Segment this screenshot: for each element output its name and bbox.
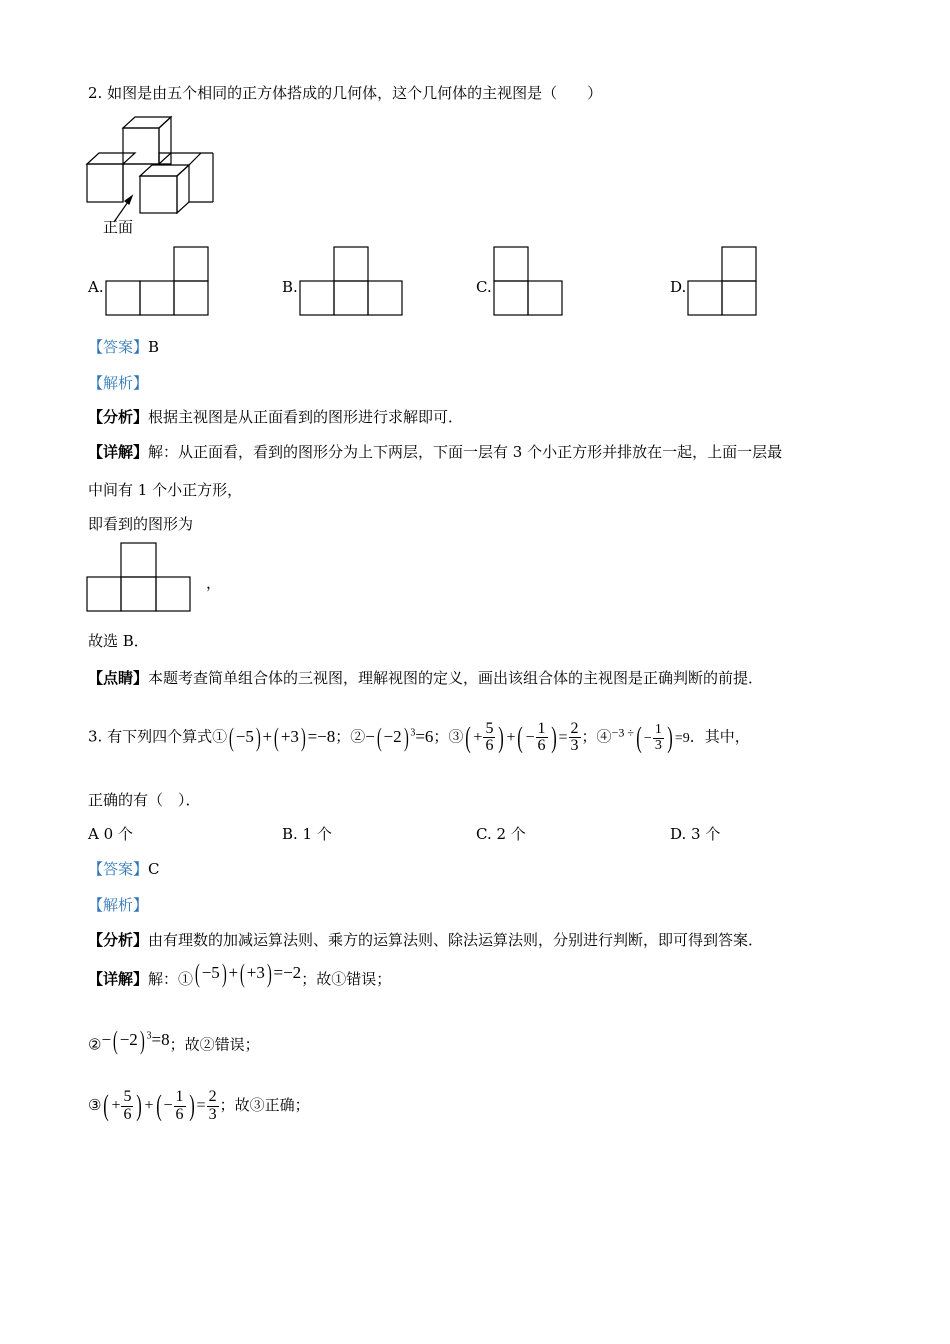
q2-option-b-label[interactable]: B.: [282, 278, 298, 296]
q2-option-c-figure: [494, 247, 566, 317]
q3-fenxi-text: 由有理数的加减运算法则、乘方的运算法则、除法运算法则，分别进行判断，即可得到答案．: [148, 931, 764, 949]
q3-stem-prefix: 有下列四个算式①: [107, 727, 228, 746]
q3-number: 3.: [88, 727, 103, 746]
q3-fenxi-tag: 【分析】: [88, 931, 149, 949]
q2-option-d-label[interactable]: D.: [670, 278, 687, 296]
q3-expr-4: $^{-3 \div}$( − $\frac{1}{3}$ ) =9: [611, 721, 690, 755]
q3-option-c[interactable]: C. 2 个: [476, 825, 526, 843]
q3-option-b[interactable]: B. 1 个: [282, 825, 332, 843]
q2-option-c-label[interactable]: C.: [476, 278, 492, 296]
q3-xiangjie-step1: [88, 959, 392, 996]
q3-step1-expr: ( −5) +( +3) =−2: [194, 959, 302, 989]
q3-step2-mark: ②: [88, 1035, 102, 1054]
q2-answer-value: B: [148, 338, 160, 356]
q2-dianjing: [88, 667, 763, 688]
q2-dianjing-text: 本题考查简单组合体的三视图，理解视图的定义，画出该组合体的主视图是正确判断的前提．: [148, 669, 764, 687]
q3-answer: [88, 858, 160, 879]
q3-stem-suffix: ．其中，: [689, 727, 750, 746]
q3-stem: 3. 有下列四个算式①( −5) +( +3) =−8；②−( −2) $^3$=6；③( + $\frac{5}{6}$ ) +( − $\frac{1}{6}$ ) = $\frac{2}{3}$ ；④$^{-3 \div}$( − $\frac{1}{3}$ ) =9．其中，: [88, 719, 750, 755]
q2-option-d-figure: [688, 247, 760, 317]
q2-option-b-figure: [300, 247, 406, 317]
q2-stem: [88, 82, 602, 103]
q2-xiangjie-line2: 中间有 1 个小正方形，: [88, 481, 243, 499]
q3-step1-result: ；故①错误；: [301, 970, 392, 988]
q3-fenxi: [88, 929, 763, 950]
q2-option-a-label[interactable]: A.: [88, 278, 104, 296]
q3-stem-line2: 正确的有（ ）．: [88, 791, 201, 809]
q3-step3-mark: ③: [88, 1096, 102, 1114]
q2-solution-comma: ，: [206, 574, 222, 592]
q3-xiangjie-tag: 【详解】: [88, 970, 149, 988]
q2-xiangjie: [88, 441, 782, 462]
q2-answer-tag: 【答案】: [88, 338, 149, 356]
q3-step3-expr: ( + $\frac{5}{6}$ ) +( − $\frac{1}{6}$ ) = $\frac{2}{3}$: [103, 1088, 217, 1123]
q3-step2-expr: −( −2) $^3$=8: [101, 1025, 170, 1055]
q2-conclusion: 故选 B．: [88, 632, 149, 650]
q3-option-d[interactable]: D. 3 个: [670, 825, 721, 843]
q3-step2-result: ；故②错误；: [169, 1035, 260, 1054]
q3-analysis-tag: 【解析】: [88, 896, 149, 914]
q3-xiangjie-step3: [88, 1082, 310, 1128]
q2-fenxi-text: 根据主视图是从正面看到的图形进行求解即可．: [148, 408, 464, 426]
q2-fenxi: [88, 406, 463, 427]
q2-xiangjie-line3: 即看到的图形为: [88, 515, 194, 533]
q3-expr-3: ( + $\frac{5}{6}$ ) +( − $\frac{1}{6}$ ) = $\frac{2}{3}$: [465, 719, 579, 755]
q2-stem-text: 如图是由五个相同的正方体搭成的几何体，这个几何体的主视图是（ ）: [107, 84, 603, 102]
q3-step3-result: ；故③正确；: [219, 1096, 310, 1114]
q2-answer: [88, 336, 159, 357]
q3-answer-value: C: [148, 860, 160, 878]
q2-xiangjie-tag: 【详解】: [88, 443, 149, 461]
q3-option-a[interactable]: A 0 个: [88, 825, 133, 843]
q3-expr-1: ( −5) +( +3) =−8: [229, 722, 336, 752]
q2-fenxi-tag: 【分析】: [88, 408, 149, 426]
q2-option-a-figure: [106, 247, 212, 317]
q3-answer-tag: 【答案】: [88, 860, 149, 878]
q3-xiangjie-prefix: 解：①: [148, 970, 194, 988]
q2-number: 2.: [88, 84, 103, 102]
q2-dianjing-tag: 【点睛】: [88, 669, 149, 687]
q2-solution-figure: [87, 542, 193, 612]
q2-analysis-tag: 【解析】: [88, 374, 149, 392]
q3-xiangjie-step2: [88, 1024, 260, 1058]
q2-front-label: 正面: [103, 218, 134, 236]
q3-expr-2: −( −2) $^3$=6: [365, 722, 434, 752]
q2-xiangjie-line1: 解：从正面看，看到的图形分为上下两层，下面一层有 3 个小正方形并排放在一起，上面一层最: [148, 443, 783, 461]
